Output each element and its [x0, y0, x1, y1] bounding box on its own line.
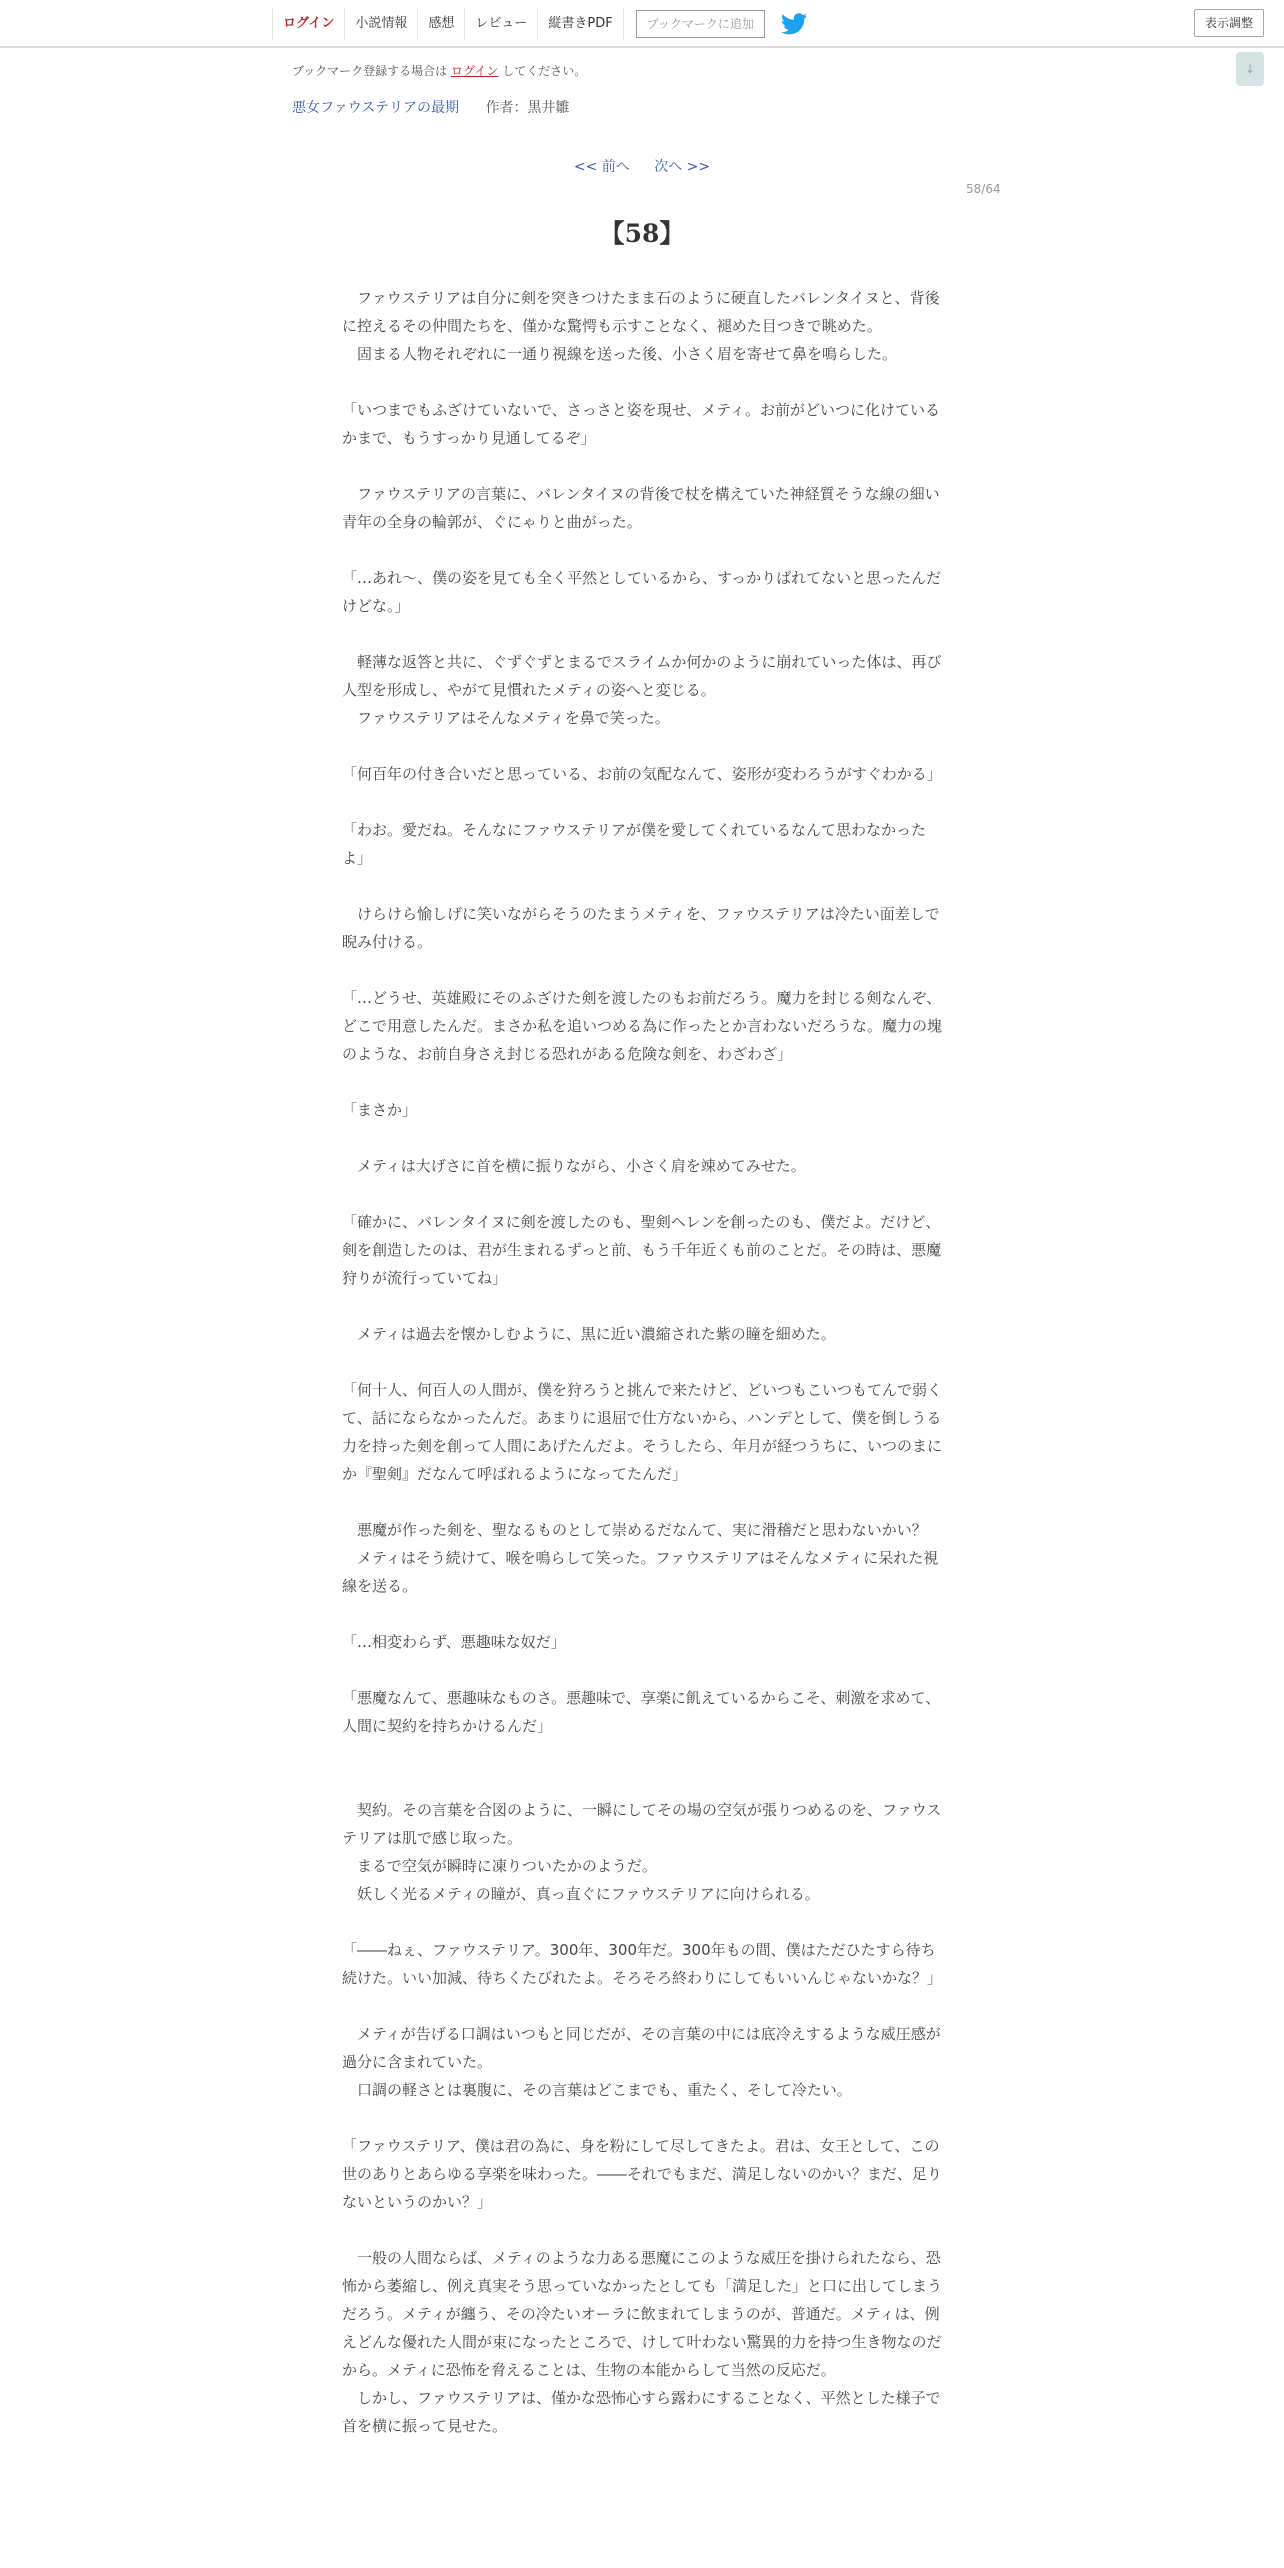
body-paragraph — [342, 2104, 942, 2132]
body-paragraph — [342, 732, 942, 760]
body-paragraph: メティは過去を懐かしむように、黒に近い濃縮された紫の瞳を細めた。 — [342, 1325, 836, 1343]
body-paragraph — [342, 1488, 942, 1516]
nav-vertical-pdf[interactable]: 縦書きPDF — [537, 8, 623, 40]
body-paragraph: 軽薄な返答と共に、ぐずぐずとまるでスライムか何かのように崩れていった体は、再び人型を形成し、やがて見慣れたメティの姿へと変じる。 — [342, 653, 942, 699]
body-paragraph: けらけら愉しげに笑いながらそうのたまうメティを、ファウステリアは冷たい面差しで睨み付ける。 — [342, 905, 940, 951]
nav-login[interactable]: ログイン — [272, 8, 344, 40]
body-paragraph: ファウステリアの言葉に、バレンタイヌの背後で杖を構えていた神経質そうな線の細い青年の全身の輪郭が、ぐにゃりと曲がった。 — [342, 485, 940, 531]
body-paragraph — [342, 1600, 942, 1628]
twitter-icon[interactable] — [781, 13, 807, 35]
body-paragraph: 契約。その言葉を合図のように、一瞬にしてその場の空気が張りつめるのを、ファウステリアは肌で感じ取った。 — [342, 1801, 942, 1847]
body-paragraph: 「…あれ～、僕の姿を見ても全く平然としているから、すっかりばれてないと思ったんだけどな。」 — [342, 569, 942, 615]
body-paragraph — [342, 1292, 942, 1320]
body-paragraph — [342, 788, 942, 816]
body-paragraph: 「まさか」 — [342, 1101, 418, 1119]
body-paragraph — [342, 452, 942, 480]
nav-review[interactable]: レビュー — [464, 8, 537, 40]
body-paragraph — [342, 1908, 942, 1936]
body-paragraph: 「…どうせ、英雄殿にそのふざけた剣を渡したのもお前だろう。魔力を封じる剣なんぞ、どこで用意したんだ。まさか私を追いつめる為に作ったとか言わないだろうな。魔力の塊のような、お前自身さえ封じる恐れがある危険な剣を、わざわざ」 — [342, 989, 943, 1063]
bookmark-login-notice — [292, 62, 586, 79]
notice-login-link[interactable]: ログイン — [451, 64, 499, 78]
novel-body — [342, 284, 942, 2440]
body-paragraph — [342, 368, 942, 396]
notice-suffix: してください。 — [502, 64, 587, 78]
scroll-down-tab[interactable]: ↓ — [1236, 52, 1264, 86]
body-paragraph: 「――ねぇ、ファウステリア。300年、300年だ。300年もの間、僕はただひたすら待ち続けた。いい加減、待ちくたびれたよ。そろそろ終わりにしてもいいんじゃないかな？」 — [342, 1941, 943, 1987]
body-paragraph — [342, 1768, 942, 1796]
body-paragraph: 口調の軽さとは裏腹に、その言葉はどこまでも、重たく、そして冷たい。 — [342, 2081, 852, 2099]
body-paragraph: 「何百年の付き合いだと思っている、お前の気配なんて、姿形が変わろうがすぐわかる」 — [342, 765, 942, 783]
body-paragraph: 妖しく光るメティの瞳が、真っ直ぐにファウステリアに向けられる。 — [342, 1885, 820, 1903]
prev-chapter-link[interactable]: << 前へ — [573, 159, 630, 175]
body-paragraph — [342, 2216, 942, 2244]
body-paragraph: 悪魔が作った剣を、聖なるものとして崇めるだなんて、実に滑稽だと思わないかい？ — [342, 1521, 927, 1539]
chapter-title: 【58】 — [599, 219, 685, 248]
body-paragraph — [342, 1740, 942, 1768]
body-paragraph — [342, 620, 942, 648]
body-paragraph: 「悪魔なんて、悪趣味なものさ。悪趣味で、享楽に飢えているからこそ、刺激を求めて、人間に契約を持ちかけるんだ」 — [342, 1689, 941, 1735]
chapter-count: 58/64 — [966, 182, 1001, 196]
notice-prefix: ブックマーク登録する場合は — [292, 64, 448, 78]
body-paragraph — [342, 872, 942, 900]
body-paragraph: メティは大げさに首を横に振りながら、小さく肩を竦めてみせた。 — [342, 1157, 806, 1175]
body-paragraph: 「…相変わらず、悪趣味な奴だ」 — [342, 1633, 566, 1651]
body-paragraph — [342, 1992, 942, 2020]
nav-novel-info[interactable]: 小説情報 — [344, 8, 417, 40]
body-paragraph — [342, 1180, 942, 1208]
display-settings-button[interactable]: 表示調整 — [1194, 9, 1264, 37]
body-paragraph — [342, 1348, 942, 1376]
body-paragraph: 一般の人間ならば、メティのような力ある悪魔にこのような威圧を掛けられたなら、恐怖から萎縮し、例え真実そう思っていなかったとしても「満足した」と口に出してしまうだろう。メティが纏う、その冷たいオーラに飲まれてしまうのが、普通だ。メティは、例えどんな優れた人間が束になったところで、けして叶わない驚異的力を持つ生き物なのだから。メティに恐怖を脅えることは、生物の本能からして当然の反応だ。 — [342, 2249, 943, 2379]
body-paragraph: 「いつまでもふざけていないで、さっさと姿を現せ、メティ。お前がどいつに化けているかまで、もうすっかり見通してるぞ」 — [342, 401, 941, 447]
chapter-pager — [0, 156, 1284, 176]
novel-meta — [292, 97, 569, 117]
top-header — [0, 0, 1284, 48]
body-paragraph: 固まる人物それぞれに一通り視線を送った後、小さく眉を寄せて鼻を鳴らした。 — [342, 345, 898, 363]
body-paragraph: まるで空気が瞬時に凍りついたかのようだ。 — [342, 1857, 657, 1875]
novel-title-link[interactable]: 悪女ファウステリアの最期 — [292, 100, 460, 116]
body-paragraph: 「わお。愛だね。そんなにファウステリアが僕を愛してくれているなんて思わなかったよ」 — [342, 821, 926, 867]
author-name: 作者：黒井雛 — [485, 100, 570, 116]
body-paragraph: 「何十人、何百人の人間が、僕を狩ろうと挑んで来たけど、どいつもこいつもてんで弱くて、話にならなかったんだ。あまりに退屈で仕方ないから、ハンデとして、僕を倒しうる力を持った剣を創って人間にあげたんだよ。そうしたら、年月が経つうちに、いつのまにか『聖剣』だなんて呼ばれるようになってたんだ」 — [342, 1381, 943, 1483]
body-paragraph: メティが告げる口調はいつもと同じだが、その言葉の中には底冷えするような威圧感が過分に含まれていた。 — [342, 2025, 941, 2071]
body-paragraph — [342, 1656, 942, 1684]
body-paragraph: 「ファウステリア、僕は君の為に、身を粉にして尽してきたよ。君は、女王として、この世のありとあらゆる享楽を味わった。――それでもまだ、満足しないのかい？まだ、足りないというのかい？」 — [342, 2137, 942, 2211]
body-paragraph — [342, 956, 942, 984]
body-paragraph: ファウステリアは自分に剣を突きつけたまま石のように硬直したバレンタイヌと、背後に控えるその仲間たちを、僅かな驚愕も示すことなく、褪めた目つきで眺めた。 — [342, 289, 940, 335]
add-bookmark-button[interactable]: ブックマークに追加 — [636, 10, 765, 38]
body-paragraph: しかし、ファウステリアは、僅かな恐怖心すら露わにすることなく、平然とした様子で首を横に振って見せた。 — [342, 2389, 941, 2435]
body-paragraph — [342, 536, 942, 564]
nav-impressions[interactable]: 感想 — [417, 8, 464, 40]
header-nav — [272, 8, 807, 40]
body-paragraph — [342, 1068, 942, 1096]
body-paragraph: メティはそう続けて、喉を鳴らして笑った。ファウステリアはそんなメティに呆れた視線を送る。 — [342, 1549, 939, 1595]
body-paragraph: ファウステリアはそんなメティを鼻で笑った。 — [342, 709, 670, 727]
next-chapter-link[interactable]: 次へ >> — [654, 159, 711, 175]
body-paragraph: 「確かに、バレンタイヌに剣を渡したのも、聖剣ヘレンを創ったのも、僕だよ。だけど、剣を創造したのは、君が生まれるずっと前、もう千年近くも前のことだ。その時は、悪魔狩りが流行っていてね」 — [342, 1213, 942, 1287]
body-paragraph — [342, 1124, 942, 1152]
